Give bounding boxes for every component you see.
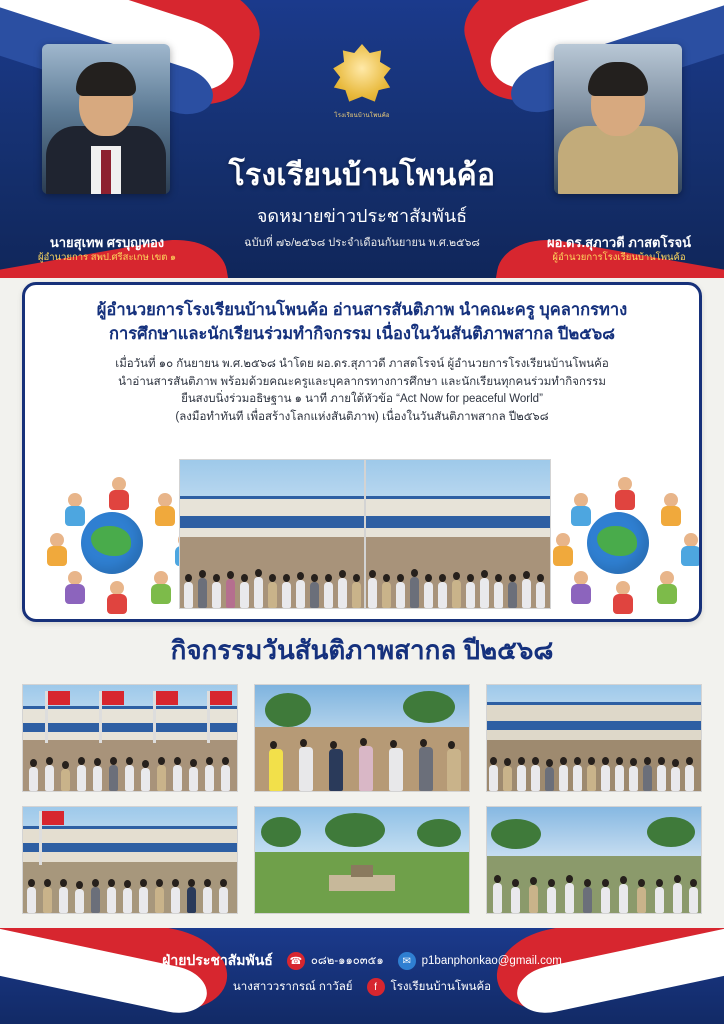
activities-photo-grid xyxy=(22,684,702,914)
emblem-caption: โรงเรียนบ้านโพนค้อ xyxy=(334,113,390,119)
article-body-line4: (ลงมือทำทันที เพื่อสร้างโลกแห่งสันติภาพ) เนื่องในวันสันติภาพสากล ปี๒๕๖๘ xyxy=(175,411,549,424)
flag-icon xyxy=(153,691,156,743)
crowd-figures xyxy=(23,868,237,913)
child-figure xyxy=(109,477,129,511)
footer-email-text: p1banphonkao@gmail.com xyxy=(421,955,562,967)
flag-icon xyxy=(207,691,210,743)
article-body-line1: เมื่อวันที่ ๑๐ กันยายน พ.ศ.๒๕๖๘ นำโดย ผอ.ดร.สุภาวดี ภาสตโรจน์ ผู้อำนวยการโรงเรียนบ้านโพนค้อ xyxy=(115,357,609,370)
phone-icon: ☎ xyxy=(287,952,305,970)
globe-icon xyxy=(81,512,143,574)
page-title: โรงเรียนบ้านโพนค้อ xyxy=(228,159,496,192)
activities-section-title: กิจกรรมวันสันติภาพสากล ปี๒๕๖๘ xyxy=(170,635,554,665)
article-photo-row xyxy=(45,454,685,609)
article-body-line3: ยืนสงบนิ่งร่วมอธิษฐาน ๑ นาที ภายใต้หัวข้อ “Act Now for peaceful World” xyxy=(181,393,543,406)
activity-photo-2 xyxy=(254,684,470,792)
activity-photo-1 xyxy=(22,684,238,792)
peace-children-illustration-right xyxy=(551,477,685,609)
left-person-name: นายสุเทพ ศรบุญทอง xyxy=(49,235,165,250)
portrait-right-hair xyxy=(588,62,648,96)
child-figure xyxy=(65,493,85,527)
child-figure xyxy=(657,571,677,605)
activity-photo-5 xyxy=(254,806,470,914)
article-headline xyxy=(45,299,679,347)
child-figure xyxy=(553,533,573,567)
flag-icon xyxy=(45,691,48,743)
crowd-figures xyxy=(255,725,469,791)
facebook-icon: f xyxy=(367,978,385,996)
issue-line: ฉบับที่ ๗๖/๒๕๖๘ ประจำเดือนกันยายน พ.ศ.๒๕๖๘ xyxy=(244,237,480,249)
footer-person-name: นางสาววรากรณ์ กาวัลย์ xyxy=(232,981,353,993)
header-banner xyxy=(0,0,724,278)
footer-phone[interactable] xyxy=(287,952,384,970)
article-body xyxy=(45,356,679,427)
article-headline-line2: การศึกษาและนักเรียนร่วมทำกิจกรรม เนื่องในวันสันติภาพสากล ปี๒๕๖๘ xyxy=(109,324,615,343)
child-figure xyxy=(151,571,171,605)
footer-facebook-text: โรงเรียนบ้านโพนค้อ xyxy=(390,981,492,993)
child-figure xyxy=(571,493,591,527)
left-person-title: ผู้อำนวยการ สพป.ศรีสะเกษ เขต ๑ xyxy=(37,251,177,263)
peace-children-illustration-left xyxy=(45,477,179,609)
portrait-right xyxy=(554,44,682,194)
main-article-card xyxy=(22,282,702,622)
child-figure xyxy=(155,493,175,527)
right-person-title: ผู้อำนวยการโรงเรียนบ้านโพนค้อ xyxy=(552,251,686,263)
article-photo-1 xyxy=(179,459,365,609)
flag-icon xyxy=(39,811,42,865)
portrait-left xyxy=(42,44,170,194)
flag-icon xyxy=(99,691,102,743)
footer-facebook[interactable] xyxy=(367,978,492,996)
footer-email[interactable] xyxy=(398,952,562,970)
footer-department: ฝ่ายประชาสัมพันธ์ xyxy=(162,952,273,968)
globe-icon xyxy=(587,512,649,574)
right-person-name: ผอ.ดร.สุภาวดี ภาสตโรจน์ xyxy=(547,235,691,250)
footer-person-row xyxy=(0,978,724,996)
footer-contact-row xyxy=(0,950,724,972)
activity-photo-6 xyxy=(486,806,702,914)
activity-photo-3 xyxy=(486,684,702,792)
child-figure xyxy=(661,493,681,527)
page-subtitle: จดหมายข่าวประชาสัมพันธ์ xyxy=(256,206,468,226)
portrait-right-body xyxy=(558,126,678,194)
child-figure xyxy=(571,571,591,605)
monument-top xyxy=(351,865,373,877)
article-body-line2: นำอ่านสารสันติภาพ พร้อมด้วยคณะครูและบุคลากรทางการศึกษา และนักเรียนทุกคนร่วมทำกิจกรรม xyxy=(118,375,606,388)
school-emblem xyxy=(323,44,401,128)
left-person-block xyxy=(12,236,202,263)
child-figure xyxy=(613,581,633,615)
child-figure xyxy=(681,533,701,567)
activity-photo-4 xyxy=(22,806,238,914)
article-headline-line1: ผู้อำนวยการโรงเรียนบ้านโพนค้อ อ่านสารสันติภาพ นำคณะครู บุคลากรทาง xyxy=(96,301,628,319)
portrait-left-hair xyxy=(76,62,136,96)
page-title-block xyxy=(162,152,562,251)
right-person-block xyxy=(524,236,714,263)
child-figure xyxy=(615,477,635,511)
child-figure xyxy=(47,533,67,567)
crowd-figures xyxy=(366,546,550,608)
monument-shape xyxy=(329,875,395,891)
crowd-figures xyxy=(487,746,701,791)
emblem-icon xyxy=(330,44,394,108)
crowd-figures xyxy=(23,746,237,791)
child-figure xyxy=(107,581,127,615)
footer-phone-text: ๐๘๒-๑๑๐๓๕๑ xyxy=(310,955,384,967)
article-photo-2 xyxy=(365,459,551,609)
mail-icon: ✉ xyxy=(398,952,416,970)
portrait-left-tie xyxy=(101,150,111,194)
footer-bar xyxy=(0,928,724,1024)
crowd-figures xyxy=(180,546,364,608)
crowd-figures xyxy=(487,860,701,913)
child-figure xyxy=(65,571,85,605)
